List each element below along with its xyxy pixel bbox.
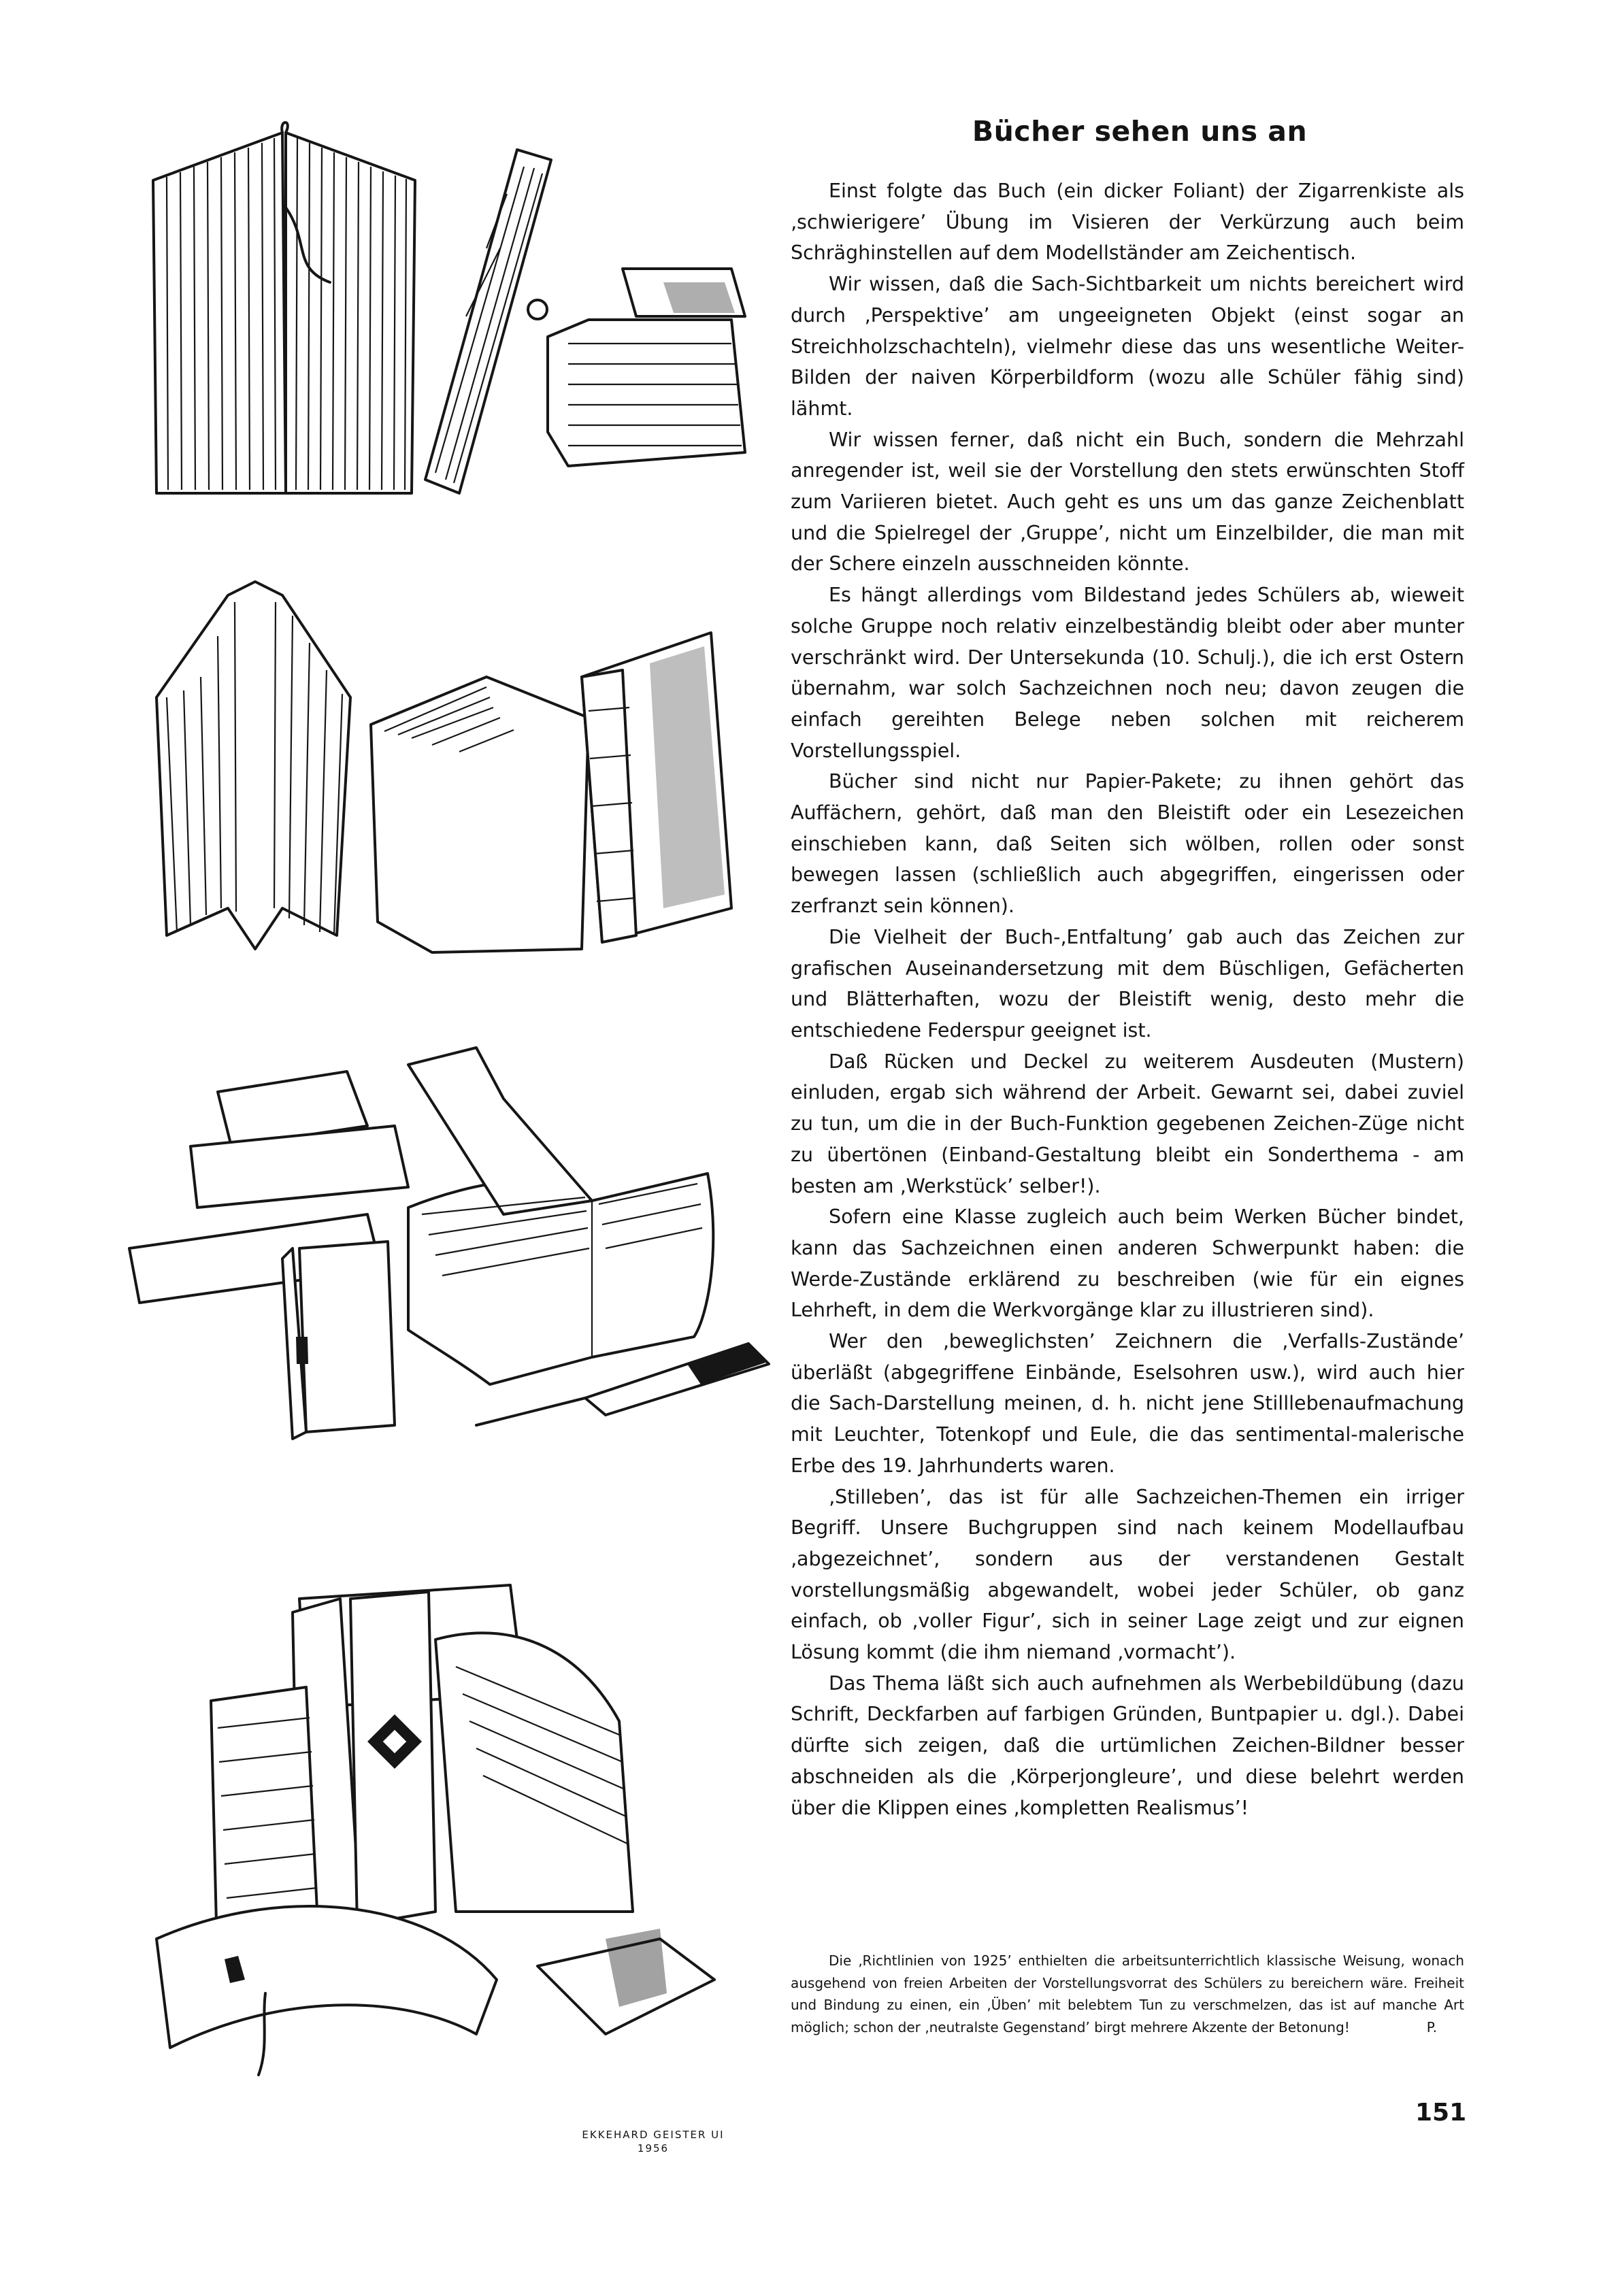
footnote [791, 1950, 1464, 2039]
paragraph: Einst folgte das Buch (ein dicker Foliant) der Zigarrenkiste als ‚schwierigere’ Übung im Visieren der Verkürzung auch beim Schräghinstellen auf dem Modellständer am Zeichentisch. [791, 180, 1464, 265]
signature-name: EKKEHARD GEISTER UI [582, 2129, 725, 2141]
book-illustration-2 [146, 554, 745, 963]
footnote-text: Die ‚Richtlinien von 1925’ enthielten die arbeitsunterrichtlich klassische Weisung, wonach ausgehend von freien Arbeiten der Vorstellungsvorrat des Schülers zu bereichern wäre. Freiheit und Bindung zu einen, ein ‚Üben’ mit belebtem Tun zu verschmelzen, das ist auf manche Art möglich; schon der ‚neutralste Gegenstand’ birgt mehrere Akzente der Betonung! [791, 1952, 1464, 2035]
page-number: 151 [1415, 2099, 1467, 2127]
paragraph: Die Vielheit der Buch-‚Entfaltung’ gab auch das Zeichen zur grafischen Auseinandersetzung mit dem Büschligen, Gefächerten und Blätterhaften, wozu der Bleistift wenig, desto mehr die entschiedene Federspur geeignet ist. [791, 925, 1464, 1042]
book-illustration-4 [143, 1558, 755, 2089]
paragraph: Wer den ‚beweglichsten’ Zeichnern die ‚Verfalls-Zustände’ überläßt (abgegriffene Einbände, Eselsohren usw.), wird auch hier die Sach-Darstellung meinen, d. h. nicht jene Stilllebenaufmachung mit Leuchter, Totenkopf und Eule, die das sentimental-malerische Erbe des 19. Jahrhunderts waren. [791, 1330, 1464, 1477]
book-illustration-3 [122, 1044, 776, 1480]
paragraph: Es hängt allerdings vom Bildestand jedes Schülers ab, wieweit solche Gruppe noch relativ einzelbeständig bleibt oder aber munter verschränkt wird. Der Untersekunda (10. Schulj.), die ich erst Ostern übernahm, war solch Sachzeichnen noch neu; davon zeugen die einfach gereihten Belege neben solchen mit reicherem Vorstellungsspiel. [791, 584, 1464, 762]
paragraph: Bücher sind nicht nur Papier-Pakete; zu ihnen gehört das Auffächern, gehört, daß man den Bleistift oder ein Lesezeichen einschieben kann, daß Seiten sich wölben, rollen oder sonst bewegen lassen (schließlich auch abgegriffen, eingerissen oder zerfranzt sein können). [791, 770, 1464, 918]
signature-year: 1956 [637, 2142, 670, 2154]
paragraph: Wir wissen ferner, daß nicht ein Buch, sondern die Mehrzahl anregender ist, weil sie der Vorstellung den stets erwünschten Stoff zum Variieren bietet. Auch geht es uns um das ganze Zeichenblatt und die Spielregel der ‚Gruppe’, nicht um Einzelbilder, die man mit der Schere einzeln ausschneiden könnte. [791, 428, 1464, 576]
paragraph: Wir wissen, daß die Sach-Sichtbarkeit um nichts bereichert wird durch ‚Perspektive’ am ungeeigneten Objekt (einst sogar an Streichholzschachteln), vielmehr diese das uns wesentliche Weiter-Bilden der naiven Körperbildform (wozu alle Schüler fähig sind) lähmt. [791, 273, 1464, 420]
paragraph: Daß Rücken und Deckel zu weiterem Ausdeuten (Mustern) einluden, ergab sich während der Arbeit. Gewarnt sei, dabei zuviel zu tun, um die in der Buch-Funktion gegebenen Zeichen-Züge nicht zu übertönen (Einband-Gestaltung bleibt ein Sonderthema - am besten am ‚Werkstück’ selber!). [791, 1050, 1464, 1197]
paragraph: ‚Stilleben’, das ist für alle Sachzeichen-Themen ein irriger Begriff. Unsere Buchgruppen sind nach keinem Modellaufbau ‚abgezeichnet’, sondern aus der verstandenen Gestalt vorstellungsmäßig abgewandelt, wobei jeder Schüler, ob ganz einfach, ob ‚voller Figur’, sich in seiner Lage zeigt und zur eignen Lösung kommt (die ihm niemand ‚vormacht’). [791, 1485, 1464, 1664]
footnote-initial: P. [1426, 2019, 1437, 2035]
article-body [791, 176, 1464, 1823]
article-title: Bücher sehen uns an [972, 115, 1308, 148]
paragraph: Sofern eine Klasse zugleich auch beim Werken Bücher bindet, kann das Sachzeichnen einen anderen Schwerpunkt haben: die Werde-Zustände erklärend zu beschreiben (wie für ein eignes Lehrheft, in dem die Werkvorgänge klar zu illustrieren sind). [791, 1205, 1464, 1322]
illustration-signature [558, 2128, 748, 2155]
paragraph: Das Thema läßt sich auch aufnehmen als Werbebildübung (dazu Schrift, Deckfarben auf farbigen Gründen, Buntpapier u. dgl.). Dabei dürfte sich zeigen, daß die urtümlichen Zeichen-Bildner besser abschneiden als die ‚Körperjongleure’, und diese belehrt werden über die Klippen eines ‚kompletten Realismus’! [791, 1671, 1464, 1819]
book-illustration-1 [146, 112, 759, 507]
